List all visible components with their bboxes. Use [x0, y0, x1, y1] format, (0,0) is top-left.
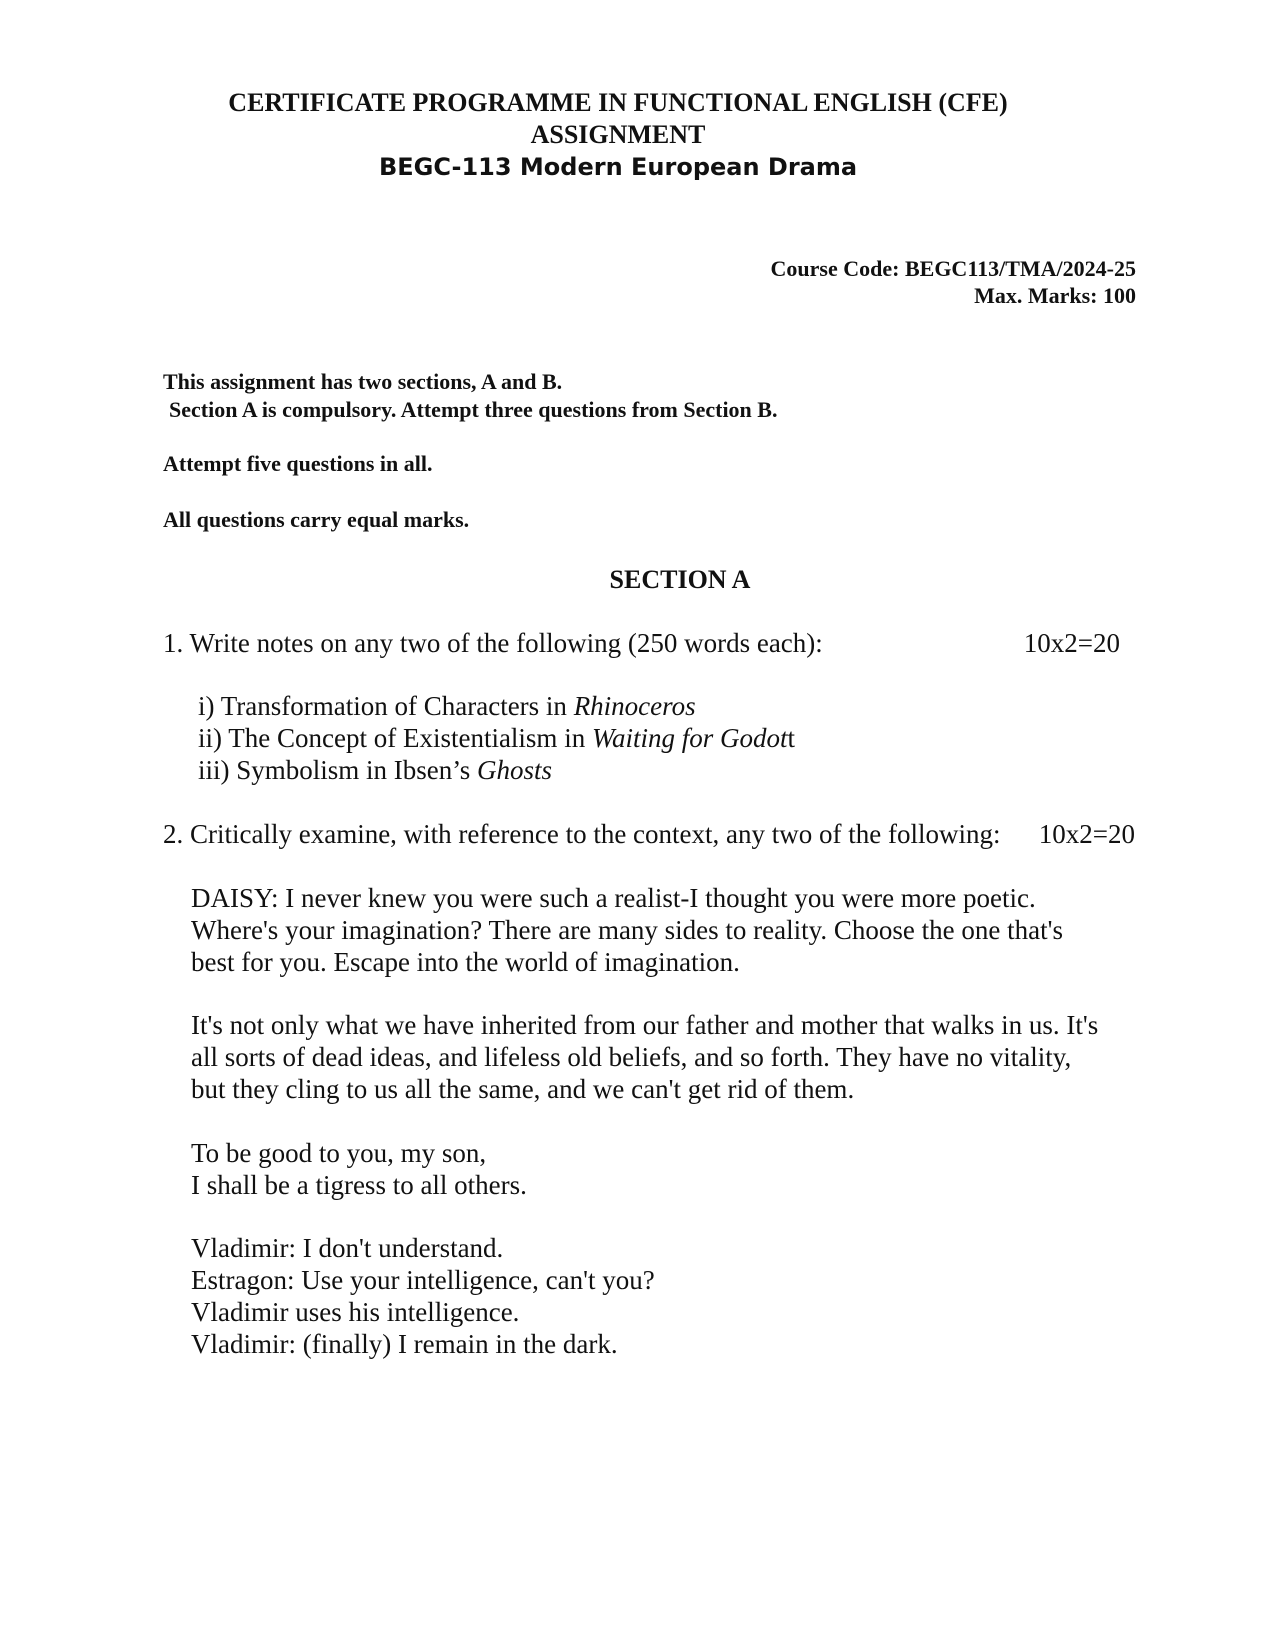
programme-title: CERTIFICATE PROGRAMME IN FUNCTIONAL ENGLISH (CFE): [228, 88, 1008, 117]
question-1-marks: 10x2=20: [1023, 628, 1120, 658]
passage-line: Estragon: Use your intelligence, can't you?: [191, 1265, 655, 1295]
passage-line: all sorts of dead ideas, and lifeless old beliefs, and so forth. They have no vitality,: [191, 1042, 1072, 1072]
assignment-label: ASSIGNMENT: [530, 120, 706, 149]
work-title: Waiting for Godot: [591, 723, 788, 753]
passage-line: Vladimir: (finally) I remain in the dark.: [191, 1329, 618, 1359]
question-1-item: i) Transformation of Characters in Rhinoceros: [198, 691, 696, 721]
course-title: BEGC-113 Modern European Drama: [378, 153, 858, 181]
question-1-item: ii) The Concept of Existentialism in Waiting for Godott: [198, 723, 795, 753]
work-title: Ghosts: [477, 755, 553, 785]
passage-line: I shall be a tigress to all others.: [191, 1170, 527, 1200]
passage-line: Where's your imagination? There are many sides to reality. Choose the one that's: [191, 915, 1063, 945]
question-1-text: 1. Write notes on any two of the following (250 words each):: [163, 628, 823, 658]
passage-line: To be good to you, my son,: [191, 1138, 487, 1168]
work-title: Rhinoceros: [573, 691, 696, 721]
passage-line: DAISY: I never knew you were such a realist-I thought you were more poetic.: [191, 883, 1036, 913]
passage-line: Vladimir: I don't understand.: [191, 1233, 504, 1263]
section-a-title: SECTION A: [609, 565, 751, 594]
passage-line: best for you. Escape into the world of imagination.: [191, 947, 740, 977]
question-2-marks: 10x2=20: [1038, 819, 1135, 849]
instruction-sections: This assignment has two sections, A and B.: [163, 369, 563, 394]
question-1-item: iii) Symbolism in Ibsen’s Ghosts: [198, 755, 553, 785]
passage-line: Vladimir uses his intelligence.: [191, 1297, 520, 1327]
course-code: Course Code: BEGC113/TMA/2024-25: [770, 256, 1136, 281]
passage-line: It's not only what we have inherited from our father and mother that walks in us. It's: [191, 1010, 1099, 1040]
passage-line: but they cling to us all the same, and we can't get rid of them.: [191, 1074, 855, 1104]
instruction-attempt-five: Attempt five questions in all.: [163, 451, 433, 476]
instruction-equal-marks: All questions carry equal marks.: [163, 507, 470, 532]
instruction-compulsory: Section A is compulsory. Attempt three questions from Section B.: [169, 397, 778, 422]
question-2-text: 2. Critically examine, with reference to the context, any two of the following:: [163, 819, 1001, 849]
max-marks: Max. Marks: 100: [974, 283, 1136, 308]
